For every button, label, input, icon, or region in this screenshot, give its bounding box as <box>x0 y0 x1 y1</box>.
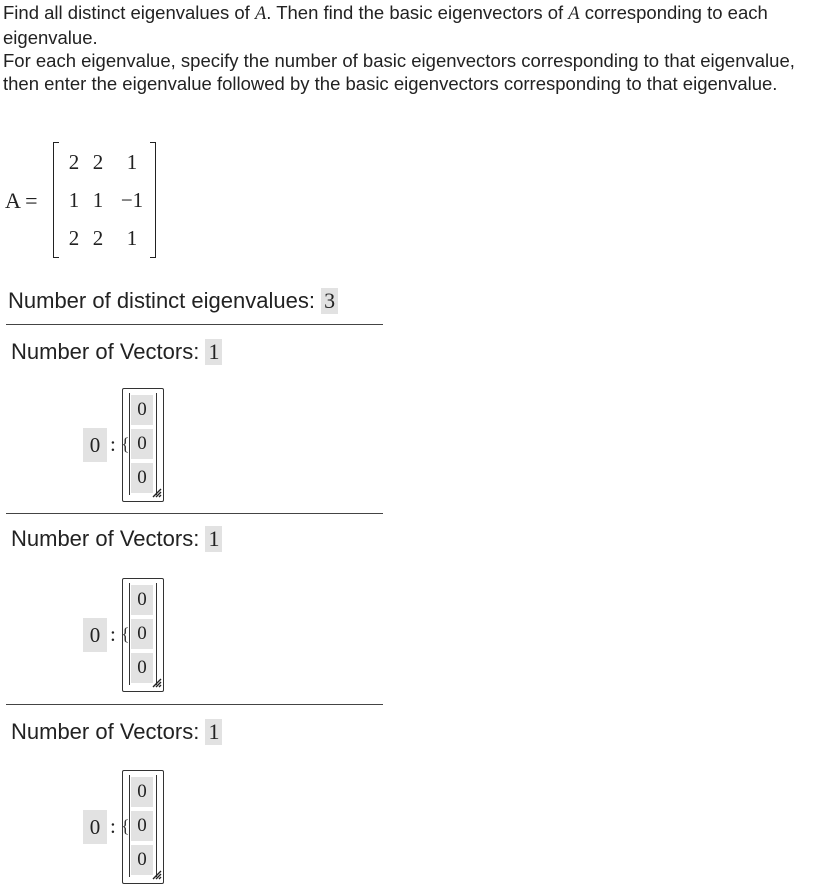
matrix-symbol: A <box>568 4 580 24</box>
matrix-cell: 1 <box>126 150 138 174</box>
vectors-count-input[interactable]: 1 <box>205 339 222 365</box>
matrix-cell: 2 <box>92 150 104 174</box>
vector-set-brace: { <box>121 434 130 454</box>
matrix-cell: 2 <box>92 226 104 250</box>
distinct-eigenvalues-input[interactable]: 3 <box>321 288 338 314</box>
vector-entry-input[interactable]: 0 <box>131 653 153 683</box>
eigenvalue-input[interactable]: 0 <box>83 618 107 652</box>
vectors-count-input[interactable]: 1 <box>205 719 222 745</box>
problem-statement <box>3 1 813 95</box>
distinct-eigenvalues-row <box>8 288 338 314</box>
resize-handle-icon[interactable] <box>152 678 162 688</box>
prompt-line-1 <box>3 1 813 49</box>
eigenvalue-colon: : <box>110 432 116 456</box>
divider <box>6 513 383 514</box>
vectors-count-label: Number of Vectors: <box>11 719 200 744</box>
matrix-cell: 2 <box>68 150 80 174</box>
matrix-grid <box>60 142 150 256</box>
vector-entry-input[interactable]: 0 <box>131 811 153 841</box>
vector-entry-input[interactable]: 0 <box>131 777 153 807</box>
vector-set-brace: { <box>121 816 130 836</box>
resize-handle-icon[interactable] <box>152 488 162 498</box>
vectors-count-row <box>11 526 222 552</box>
resize-handle-icon[interactable] <box>152 870 162 880</box>
matrix-label: A = <box>5 188 38 213</box>
vector-set-brace: { <box>121 624 130 644</box>
matrix-left-bracket <box>53 142 59 258</box>
divider <box>6 704 383 705</box>
eigenvalue-input[interactable]: 0 <box>83 810 107 844</box>
vectors-count-row <box>11 719 222 745</box>
matrix-cell: 1 <box>126 226 138 250</box>
vector-entry-input[interactable]: 0 <box>131 429 153 459</box>
matrix-cell: 1 <box>92 188 104 212</box>
vector-entry-input[interactable]: 0 <box>131 395 153 425</box>
vector-entry-input[interactable]: 0 <box>131 619 153 649</box>
vectors-count-label: Number of Vectors: <box>11 526 200 551</box>
prompt-text: Find all distinct eigenvalues of <box>3 2 255 23</box>
prompt-text: . Then find the basic eigenvectors of <box>266 2 569 23</box>
eigenvalue-colon: : <box>110 814 116 838</box>
divider <box>6 324 383 325</box>
matrix-cell: 1 <box>68 188 80 212</box>
matrix-symbol: A <box>254 4 267 24</box>
vector-entry-input[interactable]: 0 <box>131 845 153 875</box>
prompt-line-2: For each eigenvalue, specify the number of basic eigenvectors corresponding to that eigenvalue, then enter the eigenvalue followed by the basic eigenvectors corresponding to that eigenvalue. <box>3 50 795 94</box>
matrix-right-bracket <box>150 142 156 258</box>
prompt-text: corresponding to each eigenvalue. <box>3 2 768 48</box>
vector-entry-input[interactable]: 0 <box>131 463 153 493</box>
eigenvalue-input[interactable]: 0 <box>83 428 107 462</box>
eigenvector <box>129 583 157 685</box>
distinct-eigenvalues-label: Number of distinct eigenvalues: <box>8 288 315 313</box>
matrix-cell: −1 <box>120 188 144 212</box>
vector-entry-input[interactable]: 0 <box>131 585 153 615</box>
matrix-cell: 2 <box>68 226 80 250</box>
eigenvector <box>129 393 157 495</box>
eigenvector <box>129 775 157 877</box>
eigenvalue-colon: : <box>110 622 116 646</box>
vectors-count-row <box>11 339 222 365</box>
vectors-count-input[interactable]: 1 <box>205 526 222 552</box>
vectors-count-label: Number of Vectors: <box>11 339 200 364</box>
